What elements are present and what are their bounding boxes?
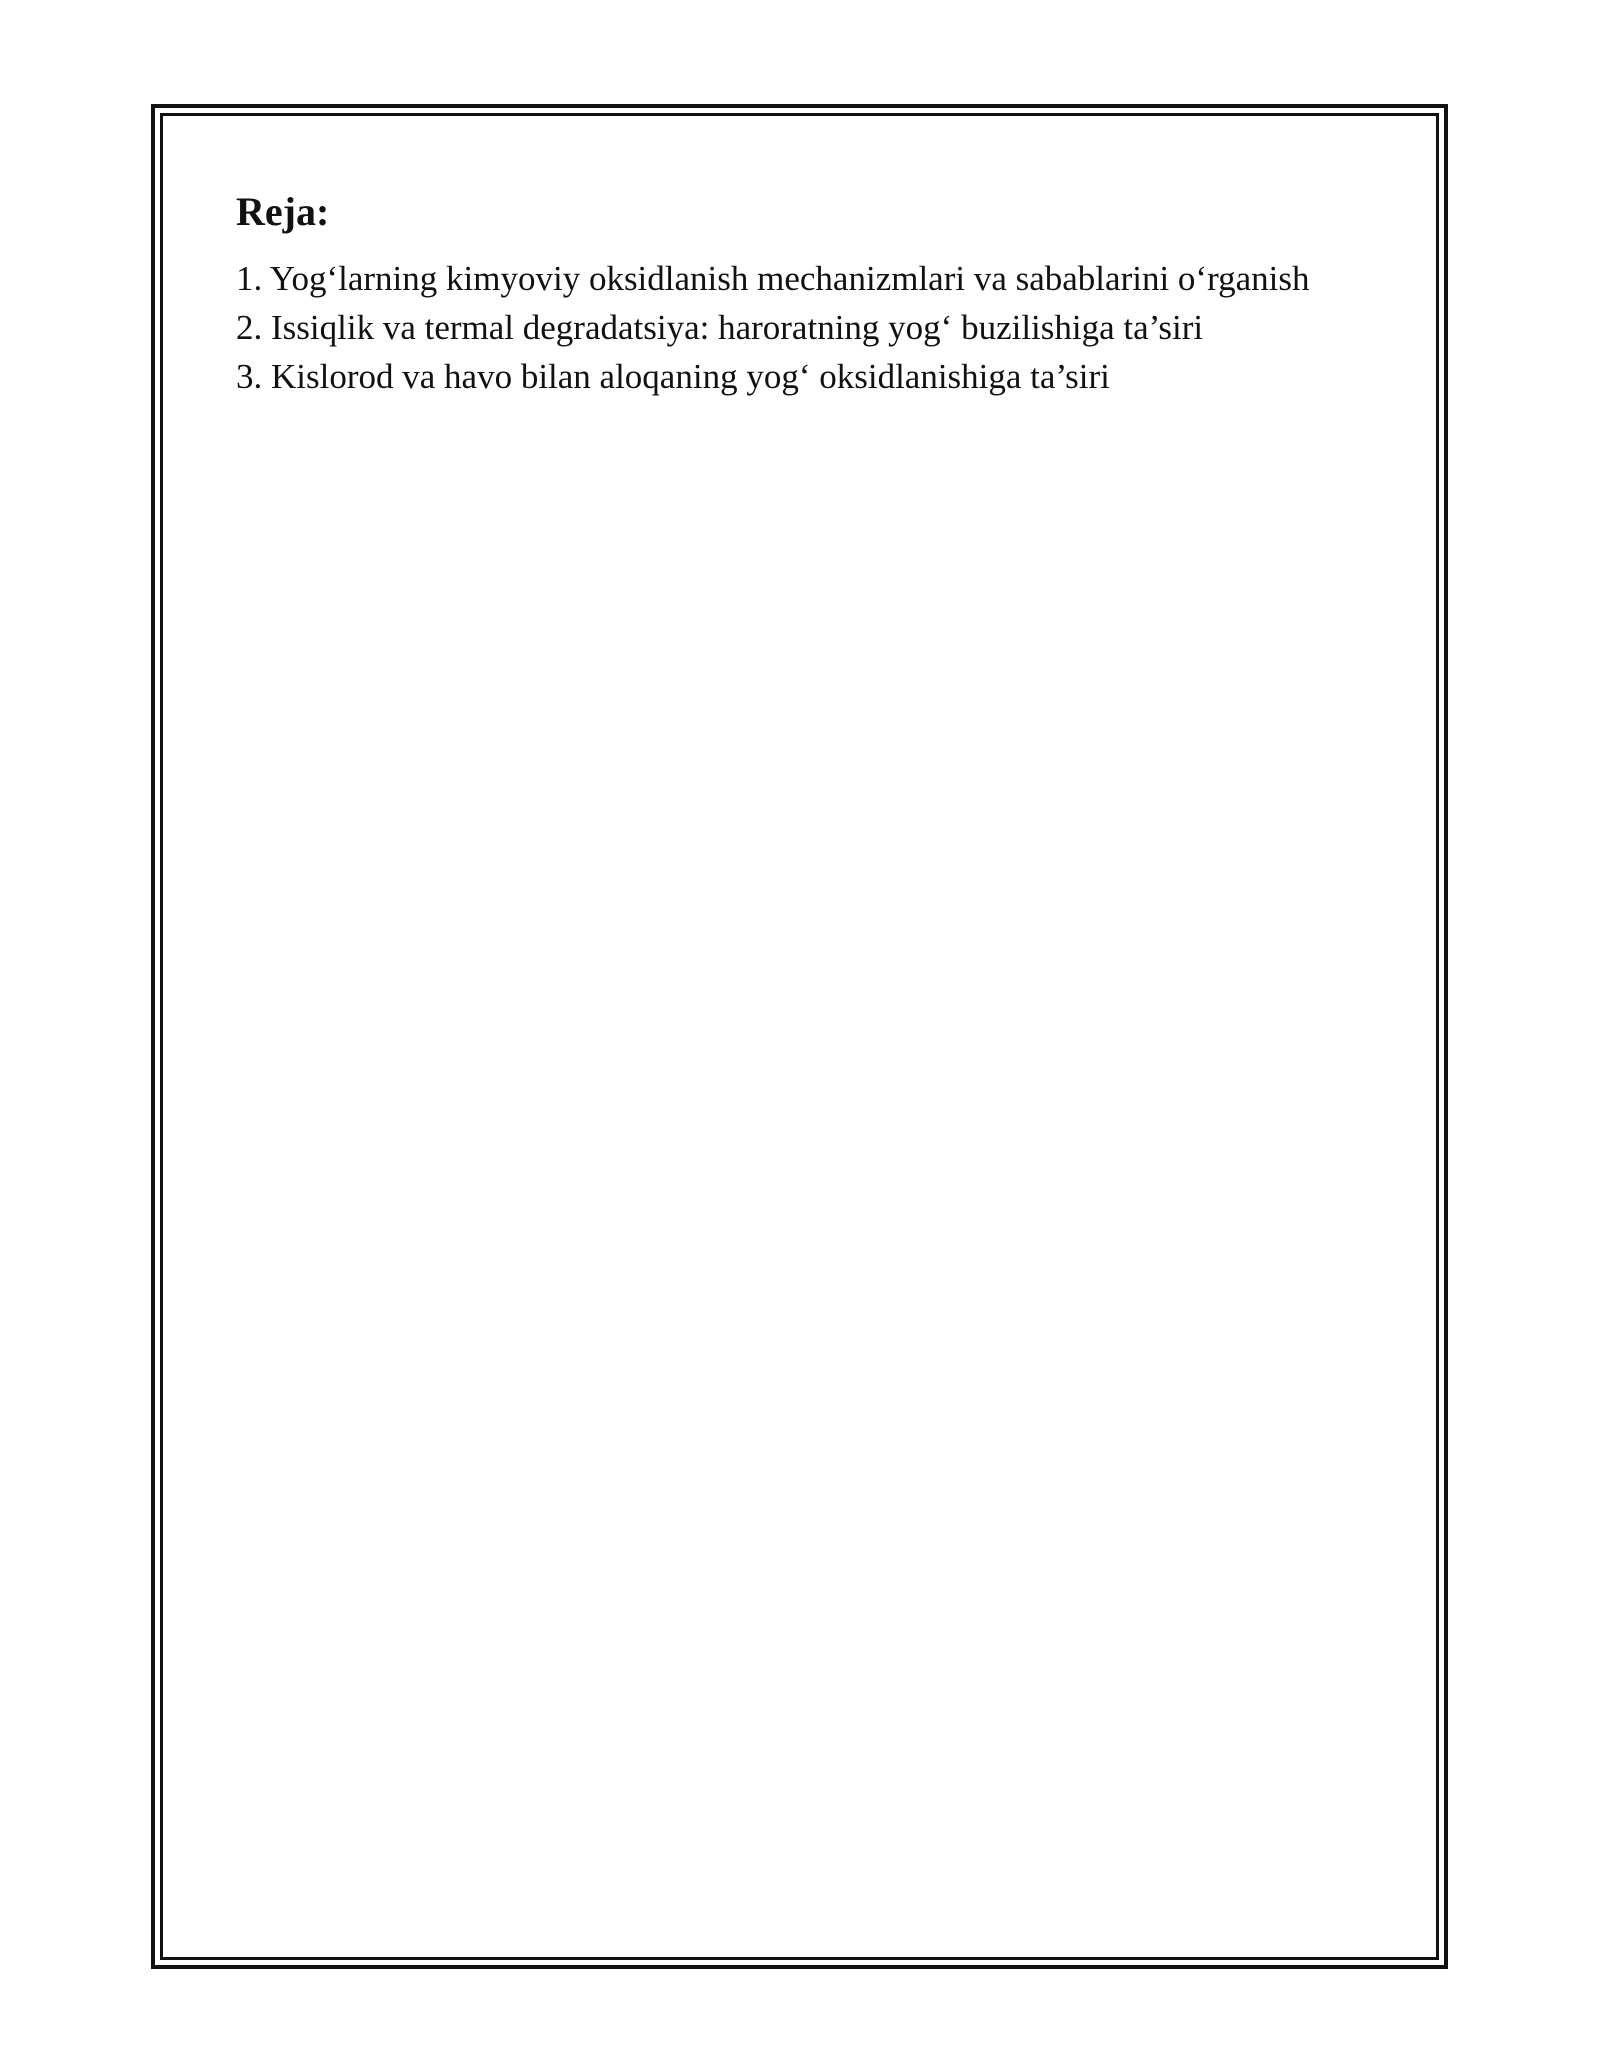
- plan-list: [236, 254, 1396, 401]
- plan-item: 1. Yog‘larning kimyoviy oksidlanish mechanizmlari va sabablarini o‘rganish: [236, 259, 1310, 298]
- plan-item: 2. Issiqlik va termal degradatsiya: haroratning yog‘ buzilishiga ta’siri: [236, 308, 1204, 347]
- plan-item: 3. Kislorod va havo bilan aloqaning yog‘ oksidlanishiga ta’siri: [236, 357, 1110, 396]
- page-content: [236, 188, 1396, 401]
- plan-heading: Reja:: [236, 189, 330, 234]
